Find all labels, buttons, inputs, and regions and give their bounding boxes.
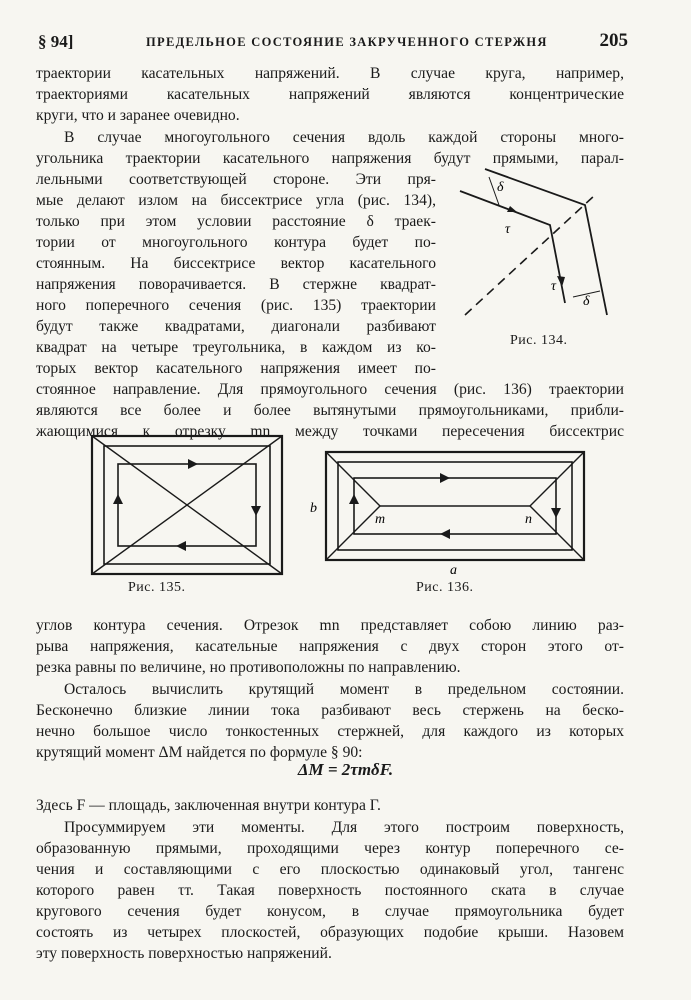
text-line: траекториями касательных напряжений являются концентрические [36, 86, 624, 103]
figure-134 [455, 165, 615, 325]
section-ref: § 94] [38, 32, 74, 51]
running-title: ПРЕДЕЛЬНОЕ СОСТОЯНИЕ ЗАКРУЧЕННОГО СТЕРЖНЯ [146, 35, 548, 49]
text-line: только при этом условии расстояние δ траек- [36, 213, 436, 230]
text-line: мые делают излом на биссектрисе угла (рис. 134), [36, 192, 436, 209]
text-line: ного поперечного сечения (рис. 135) траектории [36, 297, 436, 314]
text-line: Бесконечно близкие линии тока разбивают весь стержень на беско- [36, 702, 624, 719]
text-line: которого равен τт. Такая поверхность постоянного ската в случае [36, 882, 624, 899]
label-n: n [525, 512, 532, 527]
text-line: торых вектор касательного напряжения имеет по- [36, 360, 436, 377]
figure-136-caption: Рис. 136. [416, 580, 474, 595]
label-delta: δ [583, 294, 590, 309]
formula: ΔM = 2τтδF. [297, 760, 394, 779]
text-line: квадрат на четыре треугольника, в каждом из ко- [36, 339, 436, 356]
figure-135-caption: Рис. 135. [128, 580, 186, 595]
page-header [38, 30, 628, 54]
text-line: круги, что и заранее очевидно. [36, 107, 240, 124]
text-line: Осталось вычислить крутящий момент в предельном состоянии. [64, 681, 624, 698]
text-line: нечно большое число тонкостенных стержней, для каждого из которых [36, 723, 624, 740]
label-tau: τ [551, 279, 557, 294]
text-line: образованную прямыми, проходящими через контур поперечного се- [36, 840, 624, 857]
figure-134-caption: Рис. 134. [510, 333, 568, 348]
text-line: чения и составляющими с его плоскостью одинаковый угол, тангенс [36, 861, 624, 878]
text-line: напряжения поворачивается. В стержне квадрат- [36, 276, 436, 293]
text-line: углов контура сечения. Отрезок mn представляет собою линию раз- [36, 617, 624, 634]
text-line: тории от многоугольного контура будет по- [36, 234, 436, 251]
text-line: В случае многоугольного сечения вдоль каждой стороны много- [64, 129, 624, 146]
text-line: Здесь F — площадь, заключенная внутри контура Г. [36, 797, 381, 814]
text-line: являются все более и более вытянутыми прямоугольниками, прибли- [36, 402, 624, 419]
figure-136 [300, 450, 590, 578]
trajectory-inner [460, 191, 565, 303]
label-b: b [310, 501, 317, 516]
text-line: кругового сечения будет конусом, в случае прямоугольника будет [36, 903, 624, 920]
label-delta: δ [497, 180, 504, 195]
arrow-head [507, 206, 517, 212]
text-line: лельными соответствующей стороне. Эти пря- [36, 171, 436, 188]
text-line: угольника траектории касательного напряжения будут прямыми, парал- [36, 150, 624, 167]
text-line: траектории касательных напряжений. В случае круга, например, [36, 65, 624, 82]
figure-135 [90, 434, 286, 578]
page-number: 205 [599, 30, 628, 51]
text-line: жающимися к отрезку mn между точками пересечения биссектрис [36, 423, 624, 440]
text-line: резка равны по величине, но противоположны по направлению. [36, 659, 461, 676]
label-tau: τ [505, 222, 511, 237]
text-line: рыва напряжения, касательные напряжения с двух сторон этого от- [36, 638, 624, 655]
text-line: Просуммируем эти моменты. Для этого построим поверхность, [64, 819, 624, 836]
label-m: m [375, 512, 386, 527]
text-line: будут также квадратами, диагонали разбивают [36, 318, 436, 335]
label-a: a [450, 563, 457, 578]
text-line: крутящий момент ΔM найдется по формуле § 90: [36, 744, 363, 761]
text-line: стоянное направление. Для прямоугольного сечения (рис. 136) траектории [36, 381, 624, 398]
text-line: состоять из четырех плоскостей, образующих подобие крыши. Назовем [36, 924, 624, 941]
bisector-line [465, 195, 595, 315]
text-line: стоянным. На биссектрисе вектор касательного [36, 255, 436, 272]
text-line: эту поверхность поверхностью напряжений. [36, 945, 332, 962]
